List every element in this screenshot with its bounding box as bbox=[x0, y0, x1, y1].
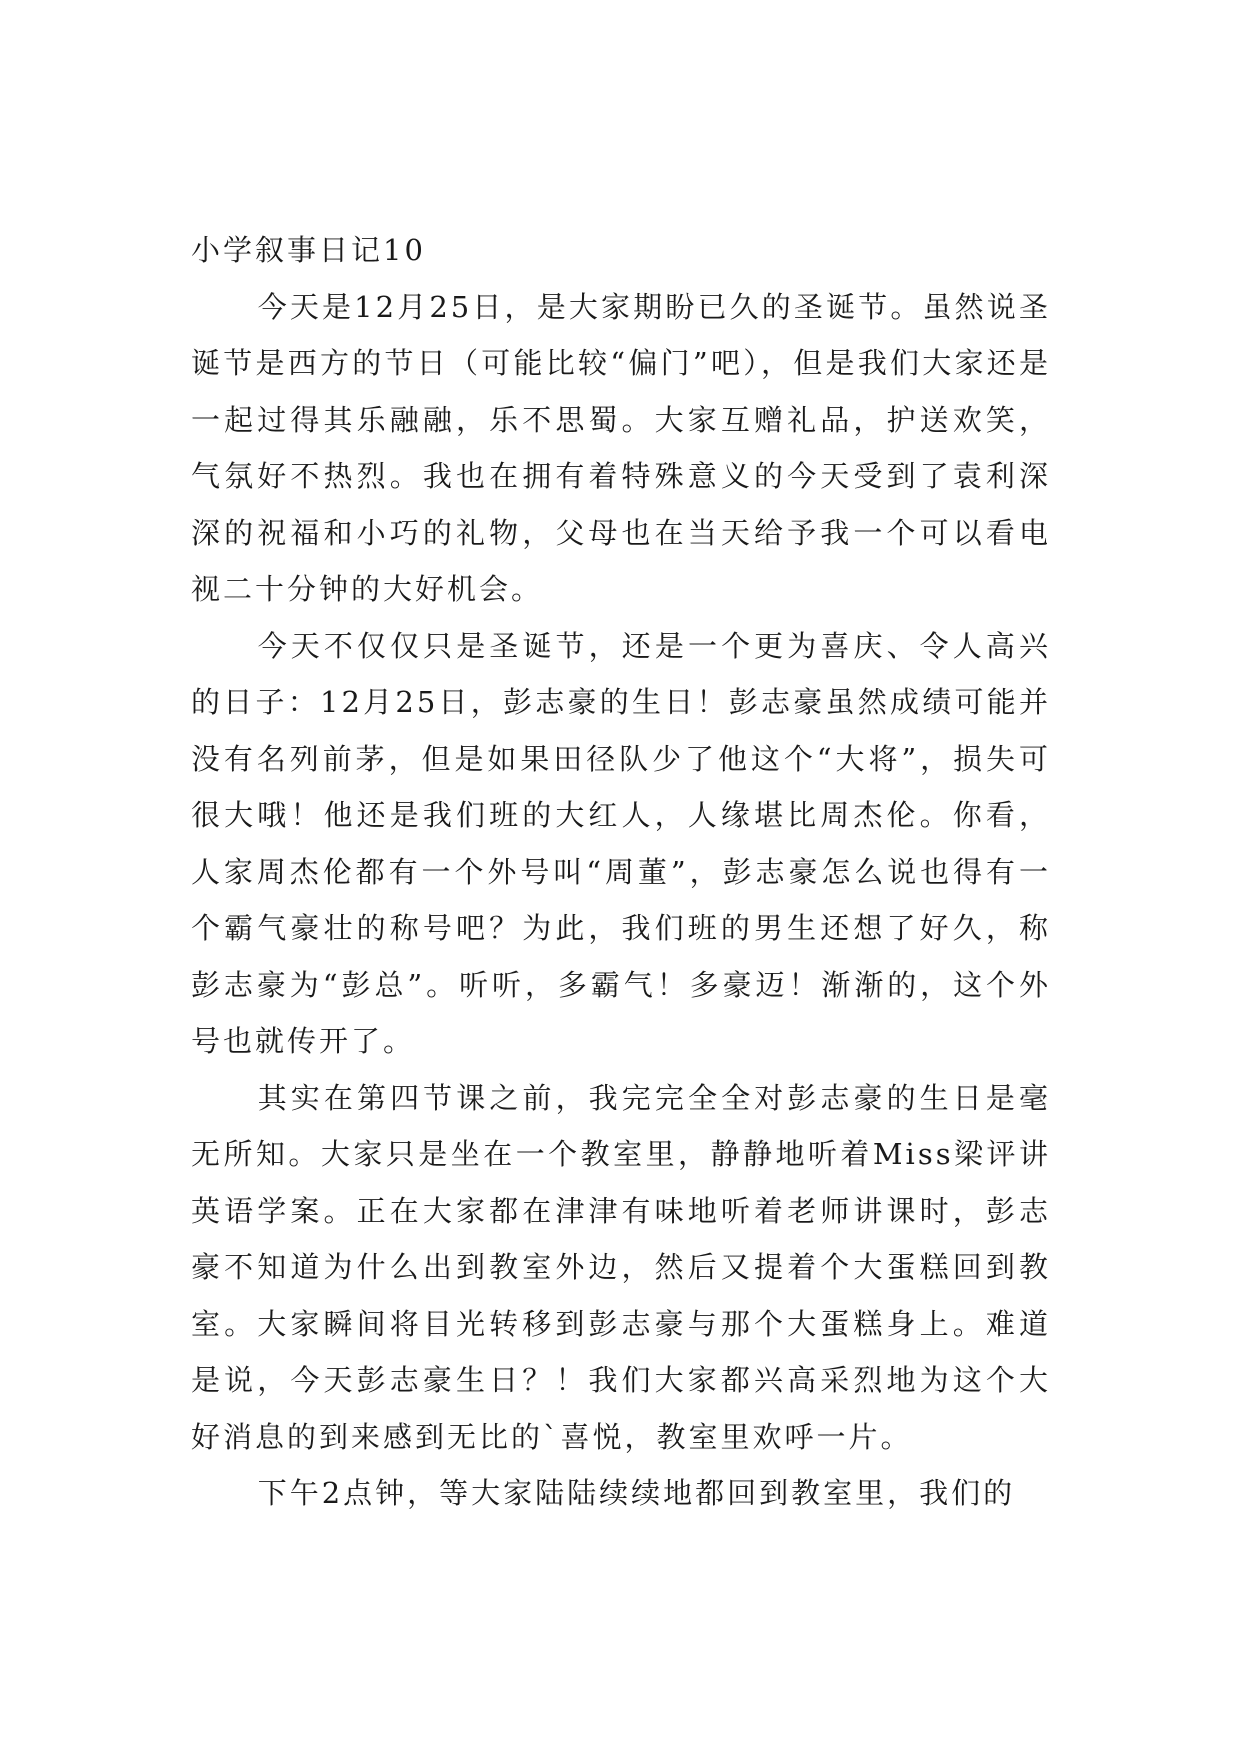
document-body bbox=[191, 222, 1051, 1522]
paragraph-3: 其实在第四节课之前，我完完全全对彭志豪的生日是毫无所知。大家只是坐在一个教室里，静静地听着Miss梁评讲英语学案。正在大家都在津津有味地听着老师讲课时，彭志豪不知道为什么出到教室外边，然后又提着个大蛋糕回到教室。大家瞬间将目光转移到彭志豪与那个大蛋糕身上。难道是说，今天彭志豪生日？！我们大家都兴高采烈地为这个大好消息的到来感到无比的`喜悦，教室里欢呼一片。 bbox=[191, 1080, 1051, 1454]
document-title: 小学叙事日记10 bbox=[191, 233, 426, 267]
paragraph-2: 今天不仅仅只是圣诞节，还是一个更为喜庆、令人高兴的日子：12月25日，彭志豪的生日！彭志豪虽然成绩可能并没有名列前茅，但是如果田径队少了他这个“大将”，损失可很大哦！他还是我们班的大红人，人缘堪比周杰伦。你看，人家周杰伦都有一个外号叫“周董”，彭志豪怎么说也得有一个霸气豪壮的称号吧？为此，我们班的男生还想了好久，称彭志豪为“彭总”。听听，多霸气！多豪迈！渐渐的，这个外号也就传开了。 bbox=[191, 628, 1051, 1058]
paragraph-4: 下午2点钟，等大家陆陆续续地都回到教室里，我们的 bbox=[257, 1476, 1016, 1510]
paragraph-1: 今天是12月25日，是大家期盼已久的圣诞节。虽然说圣诞节是西方的节日（可能比较“偏门”吧），但是我们大家还是一起过得其乐融融，乐不思蜀。大家互赠礼品，护送欢笑，气氛好不热烈。我也在拥有着特殊意义的今天受到了袁利深深的祝福和小巧的礼物，父母也在当天给予我一个可以看电视二十分钟的大好机会。 bbox=[191, 289, 1051, 606]
